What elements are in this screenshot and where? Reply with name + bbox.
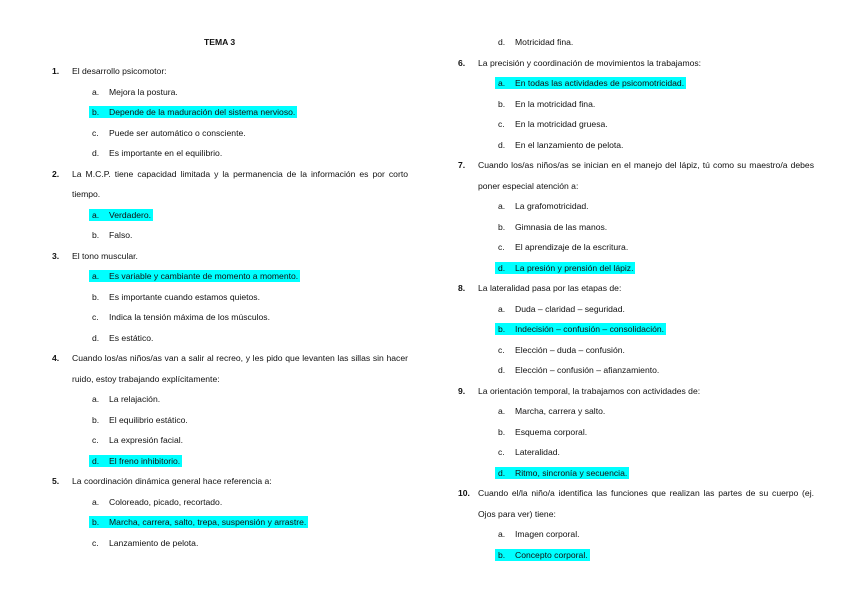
option-letter: c. (498, 344, 505, 355)
option-letter: a. (498, 406, 506, 416)
option-text: Lateralidad. (515, 447, 560, 457)
question-text: La M.C.P. tiene capacidad limitada y la permanencia de la información es por corto tiempo. (72, 168, 408, 199)
option-text: En el lanzamiento de pelota. (515, 139, 624, 150)
option-text: La presión y prensión del lápiz. (515, 262, 634, 273)
option-text: Puede ser automático o consciente. (109, 127, 246, 138)
answer-option (458, 463, 814, 484)
left-question-list (52, 61, 408, 553)
option-text: Concepto corporal. (515, 549, 588, 560)
option-text: Imagen corporal. (515, 529, 580, 539)
answer-option (458, 114, 814, 135)
question-text: Cuando el/la niño/a identifica las funciones que realizan las partes de su cuerpo (ej. Ojos para ver) tiene: (478, 488, 814, 519)
question-text: El desarrollo psicomotor: (72, 66, 167, 76)
answer-option (52, 307, 408, 328)
question-text: La orientación temporal, la trabajamos con actividades de: (478, 385, 701, 396)
answer-option (52, 512, 408, 533)
question-number: 10. (458, 488, 470, 498)
answer-option (458, 73, 814, 94)
option-text: Ritmo, sincronía y secuencia. (515, 467, 628, 478)
option-letter: b. (92, 517, 100, 527)
option-letter: a. (92, 271, 100, 281)
answer-option (52, 389, 408, 410)
option-text: La relajación. (109, 394, 161, 404)
answer-option (458, 258, 814, 279)
answer-option (52, 102, 408, 123)
option-letter: c. (498, 242, 505, 252)
option-text: Verdadero. (109, 209, 152, 220)
option-letter: c. (92, 127, 99, 138)
option-letter: c. (92, 537, 99, 548)
right-question-list (458, 32, 814, 565)
answer-option (458, 360, 814, 381)
option-letter: b. (92, 230, 100, 240)
question (52, 164, 408, 246)
question-number: 5. (52, 476, 60, 486)
answer-option (458, 217, 814, 238)
option-letter: b. (498, 549, 506, 560)
question-number: 7. (458, 160, 466, 170)
option-letter: a. (498, 303, 506, 314)
answer-option (458, 135, 814, 156)
option-text: El freno inhibitorio. (109, 455, 181, 466)
option-letter: d. (498, 139, 506, 150)
question-text: Cuando los/as niños/as van a salir al recreo, y les pido que levanten las sillas sin hacer ruido, estoy trabajando explícitamente: (72, 353, 408, 384)
option-letter: d. (498, 467, 506, 478)
question-number: 1. (52, 66, 60, 76)
option-text: Marcha, carrera y salto. (515, 406, 606, 416)
answer-option (458, 422, 814, 443)
question-number: 4. (52, 353, 60, 363)
answer-option (458, 196, 814, 217)
question (458, 483, 814, 565)
answer-option (458, 545, 814, 566)
option-letter: d. (498, 262, 506, 273)
option-letter: c. (498, 119, 505, 129)
answer-option (52, 533, 408, 554)
question (52, 471, 408, 553)
option-text: Marcha, carrera, salto, trepa, suspensión y arrastre. (109, 517, 307, 527)
option-text: Elección – confusión – afianzamiento. (515, 365, 660, 375)
option-text: La expresión facial. (109, 435, 184, 445)
question-number: 9. (458, 385, 466, 396)
answer-option (52, 205, 408, 226)
option-text: En la motricidad fina. (515, 98, 596, 109)
question (458, 278, 814, 381)
page-title: TEMA 3 (204, 37, 236, 47)
option-text: Mejora la postura. (109, 86, 178, 97)
option-text: Es estático. (109, 332, 154, 343)
option-letter: d. (498, 365, 506, 375)
option-letter: c. (92, 435, 99, 445)
question (458, 155, 814, 278)
option-text: La grafomotricidad. (515, 201, 589, 211)
answer-option (458, 340, 814, 361)
question-text: La precisión y coordinación de movimientos la trabajamos: (478, 57, 702, 68)
answer-option (458, 94, 814, 115)
question-number: 2. (52, 168, 60, 179)
question-text: Cuando los/as niños/as se inician en el manejo del lápiz, tú como su maestro/a debes poner especial atención a: (478, 160, 814, 191)
answer-option (52, 123, 408, 144)
option-text: Elección – duda – confusión. (515, 344, 625, 355)
option-text: Esquema corporal. (515, 426, 588, 437)
answer-option (52, 266, 408, 287)
answer-option (458, 401, 814, 422)
answer-option (52, 492, 408, 513)
question-text: La lateralidad pasa por las etapas de: (478, 283, 622, 293)
option-letter: b. (498, 98, 506, 109)
option-text: Depende de la maduración del sistema nervioso. (109, 107, 296, 117)
option-letter: b. (498, 426, 506, 437)
option-text: Lanzamiento de pelota. (109, 537, 199, 548)
answer-option (458, 237, 814, 258)
option-letter: d. (92, 148, 100, 158)
question (458, 53, 814, 156)
option-text: Coloreado, picado, recortado. (109, 496, 223, 507)
option-text: En todas las actividades de psicomotricidad. (515, 78, 685, 88)
option-text: El aprendizaje de la escritura. (515, 242, 629, 252)
option-text: Indica la tensión máxima de los músculos. (109, 312, 270, 322)
option-letter: c. (498, 447, 505, 457)
answer-option (52, 328, 408, 349)
option-letter: a. (498, 529, 506, 539)
option-letter: a. (92, 496, 100, 507)
option-letter: a. (92, 209, 100, 220)
question (52, 61, 408, 164)
option-letter: c. (92, 312, 99, 322)
option-letter: a. (498, 201, 506, 211)
answer-option (52, 225, 408, 246)
option-letter: a. (498, 78, 506, 88)
option-text: El equilibrio estático. (109, 414, 188, 425)
option-text: Duda – claridad – seguridad. (515, 303, 625, 314)
option-letter: b. (498, 221, 506, 232)
option-text: En la motricidad gruesa. (515, 119, 608, 129)
option-letter: d. (498, 37, 506, 47)
answer-option (52, 451, 408, 472)
answer-option (52, 82, 408, 103)
option-text: Gimnasia de las manos. (515, 221, 608, 232)
option-letter: a. (92, 86, 100, 97)
option-letter: b. (92, 414, 100, 425)
option-letter: d. (92, 455, 100, 466)
option-letter: b. (92, 107, 100, 117)
question (52, 246, 408, 349)
answer-option (458, 524, 814, 545)
option-letter: b. (92, 291, 100, 302)
answer-option (52, 287, 408, 308)
question-text: La coordinación dinámica general hace referencia a: (72, 476, 272, 486)
option-letter: a. (92, 394, 100, 404)
option-text: Es importante cuando estamos quietos. (109, 291, 260, 302)
answer-option (52, 430, 408, 451)
question-number: 3. (52, 250, 60, 261)
option-text: Es importante en el equilibrio. (109, 148, 223, 158)
question (458, 381, 814, 484)
question-number: 8. (458, 283, 466, 293)
answer-option (458, 319, 814, 340)
answer-option (52, 143, 408, 164)
option-letter: d. (92, 332, 100, 343)
answer-option (458, 442, 814, 463)
answer-option (458, 32, 814, 53)
option-text: Falso. (109, 230, 133, 240)
option-text: Indecisión – confusión – consolidación. (515, 324, 665, 334)
option-text: Motricidad fina. (515, 37, 574, 47)
answer-option (52, 410, 408, 431)
option-letter: b. (498, 324, 506, 334)
answer-option (458, 299, 814, 320)
option-text: Es variable y cambiante de momento a momento. (109, 271, 299, 281)
question-number: 6. (458, 57, 466, 68)
question (52, 348, 408, 471)
question-text: El tono muscular. (72, 250, 138, 261)
